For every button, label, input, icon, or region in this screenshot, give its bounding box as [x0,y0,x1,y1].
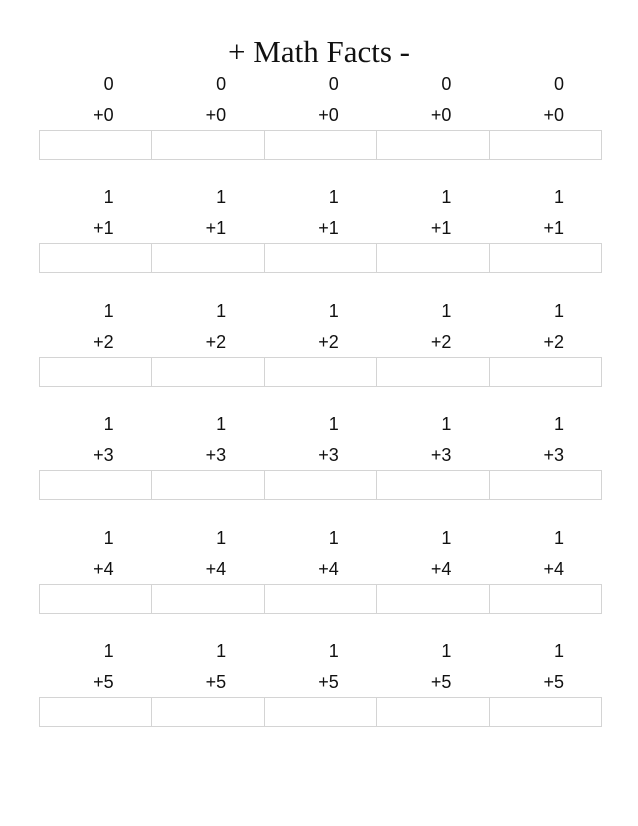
answer-box[interactable] [264,130,377,160]
addition-problem [489,524,602,584]
answer-box[interactable] [264,697,377,727]
addition-problem [377,410,490,470]
answer-box[interactable] [39,470,152,500]
addend-bottom: +4 [430,558,452,579]
answer-box[interactable] [264,357,377,387]
answer-box[interactable] [151,130,264,160]
answer-row [39,357,602,387]
addition-problem [152,70,265,130]
addition-problem [39,297,152,357]
addition-problem [39,524,152,584]
problem-row [39,297,602,357]
addition-problem [489,410,602,470]
addend-bottom: +2 [543,331,564,352]
answer-box[interactable] [264,243,377,273]
answer-box[interactable] [39,357,152,387]
addend-bottom: +2 [318,331,339,352]
addend-bottom: +0 [430,105,452,125]
addend-top: 1 [553,300,564,321]
answer-box[interactable] [151,697,264,727]
problem-section [39,183,602,273]
addend-bottom: +4 [93,558,114,579]
addition-problem [152,183,265,243]
answer-box[interactable] [151,584,264,614]
addend-top: 1 [441,187,452,208]
problem-row [39,183,602,243]
addend-bottom: +0 [205,105,227,125]
addition-problem [489,297,602,357]
addend-bottom: +3 [543,445,564,466]
addend-top: 1 [216,414,227,435]
addend-top: 1 [103,527,114,548]
answer-box[interactable] [376,697,489,727]
addition-problem [377,637,490,697]
addend-top: 1 [216,641,227,661]
addend-top: 0 [216,74,227,94]
addend-top: 1 [553,414,564,435]
addend-top: 1 [553,187,564,208]
addition-problem [489,70,602,130]
answer-box[interactable] [39,243,152,273]
addend-top: 1 [328,414,339,435]
addition-problem [264,524,377,584]
addend-bottom: +2 [205,331,227,352]
addition-problem [377,70,490,130]
problem-row [39,70,602,130]
answer-row [39,130,602,160]
addend-bottom: +2 [93,331,114,352]
addend-top: 1 [103,300,114,321]
answer-box[interactable] [151,470,264,500]
addend-top: 1 [553,527,564,548]
addition-problem [264,410,377,470]
answer-box[interactable] [489,470,602,500]
addend-top: 1 [216,187,227,208]
addition-problem [152,297,265,357]
addend-top: 1 [441,527,452,548]
answer-box[interactable] [264,584,377,614]
addition-problem [264,297,377,357]
addition-problem [39,410,152,470]
addend-bottom: +1 [93,218,114,239]
addend-top: 0 [328,74,339,94]
answer-box[interactable] [376,243,489,273]
answer-box[interactable] [489,130,602,160]
addend-top: 1 [328,641,339,661]
addend-bottom: +5 [318,672,339,692]
addend-bottom: +4 [543,558,564,579]
problem-section [39,297,602,387]
answer-row [39,697,602,727]
addend-bottom: +2 [430,331,452,352]
answer-box[interactable] [264,470,377,500]
problem-row [39,637,602,697]
addition-problem [264,637,377,697]
addend-bottom: +3 [93,445,114,466]
addition-problem [489,637,602,697]
addition-problem [377,524,490,584]
addend-bottom: +3 [430,445,452,466]
addition-problem [152,410,265,470]
addend-bottom: +3 [205,445,227,466]
addend-bottom: +3 [318,445,339,466]
answer-row [39,584,602,614]
addend-bottom: +5 [430,672,452,692]
answer-row [39,243,602,273]
addend-top: 0 [553,74,564,94]
addition-problem [39,183,152,243]
addend-bottom: +0 [318,105,339,125]
addend-top: 1 [328,527,339,548]
addend-bottom: +5 [205,672,227,692]
answer-box[interactable] [489,697,602,727]
problem-section [39,410,602,500]
addition-problem [39,70,152,130]
addition-problem [39,637,152,697]
addend-bottom: +1 [318,218,339,239]
problem-row [39,410,602,470]
addend-bottom: +1 [205,218,227,239]
addend-bottom: +4 [205,558,227,579]
addend-top: 1 [328,187,339,208]
answer-box[interactable] [39,697,152,727]
addend-top: 1 [103,187,114,208]
addend-top: 1 [441,641,452,661]
addition-problem [264,183,377,243]
answer-box[interactable] [489,243,602,273]
addend-bottom: +0 [93,105,114,125]
answer-box[interactable] [376,357,489,387]
answer-row [39,470,602,500]
answer-box[interactable] [151,357,264,387]
addend-bottom: +1 [543,218,564,239]
problem-row [39,524,602,584]
addition-problem [377,297,490,357]
addend-top: 1 [328,300,339,321]
addend-top: 1 [216,300,227,321]
answer-box[interactable] [376,584,489,614]
addition-problem [377,183,490,243]
addend-bottom: +5 [93,672,114,692]
answer-box[interactable] [489,357,602,387]
addition-problem [264,70,377,130]
problem-section [39,524,602,614]
answer-box[interactable] [376,130,489,160]
addend-top: 1 [216,527,227,548]
addend-top: 1 [103,641,114,661]
worksheet-title: + Math Facts - [228,34,410,69]
addend-top: 0 [103,74,114,94]
answer-box[interactable] [376,470,489,500]
answer-box[interactable] [39,584,152,614]
addend-top: 1 [553,641,564,661]
answer-box[interactable] [39,130,152,160]
addend-bottom: +5 [543,672,564,692]
addend-bottom: +1 [430,218,452,239]
addition-problem [152,524,265,584]
addend-top: 1 [441,414,452,435]
problem-section [39,70,602,160]
answer-box[interactable] [489,584,602,614]
addend-top: 1 [441,300,452,321]
answer-box[interactable] [151,243,264,273]
addition-problem [152,637,265,697]
problem-section [39,637,602,727]
addition-problem [489,183,602,243]
addend-bottom: +4 [318,558,339,579]
addend-top: 1 [103,414,114,435]
addend-bottom: +0 [543,105,564,125]
addend-top: 0 [441,74,452,94]
